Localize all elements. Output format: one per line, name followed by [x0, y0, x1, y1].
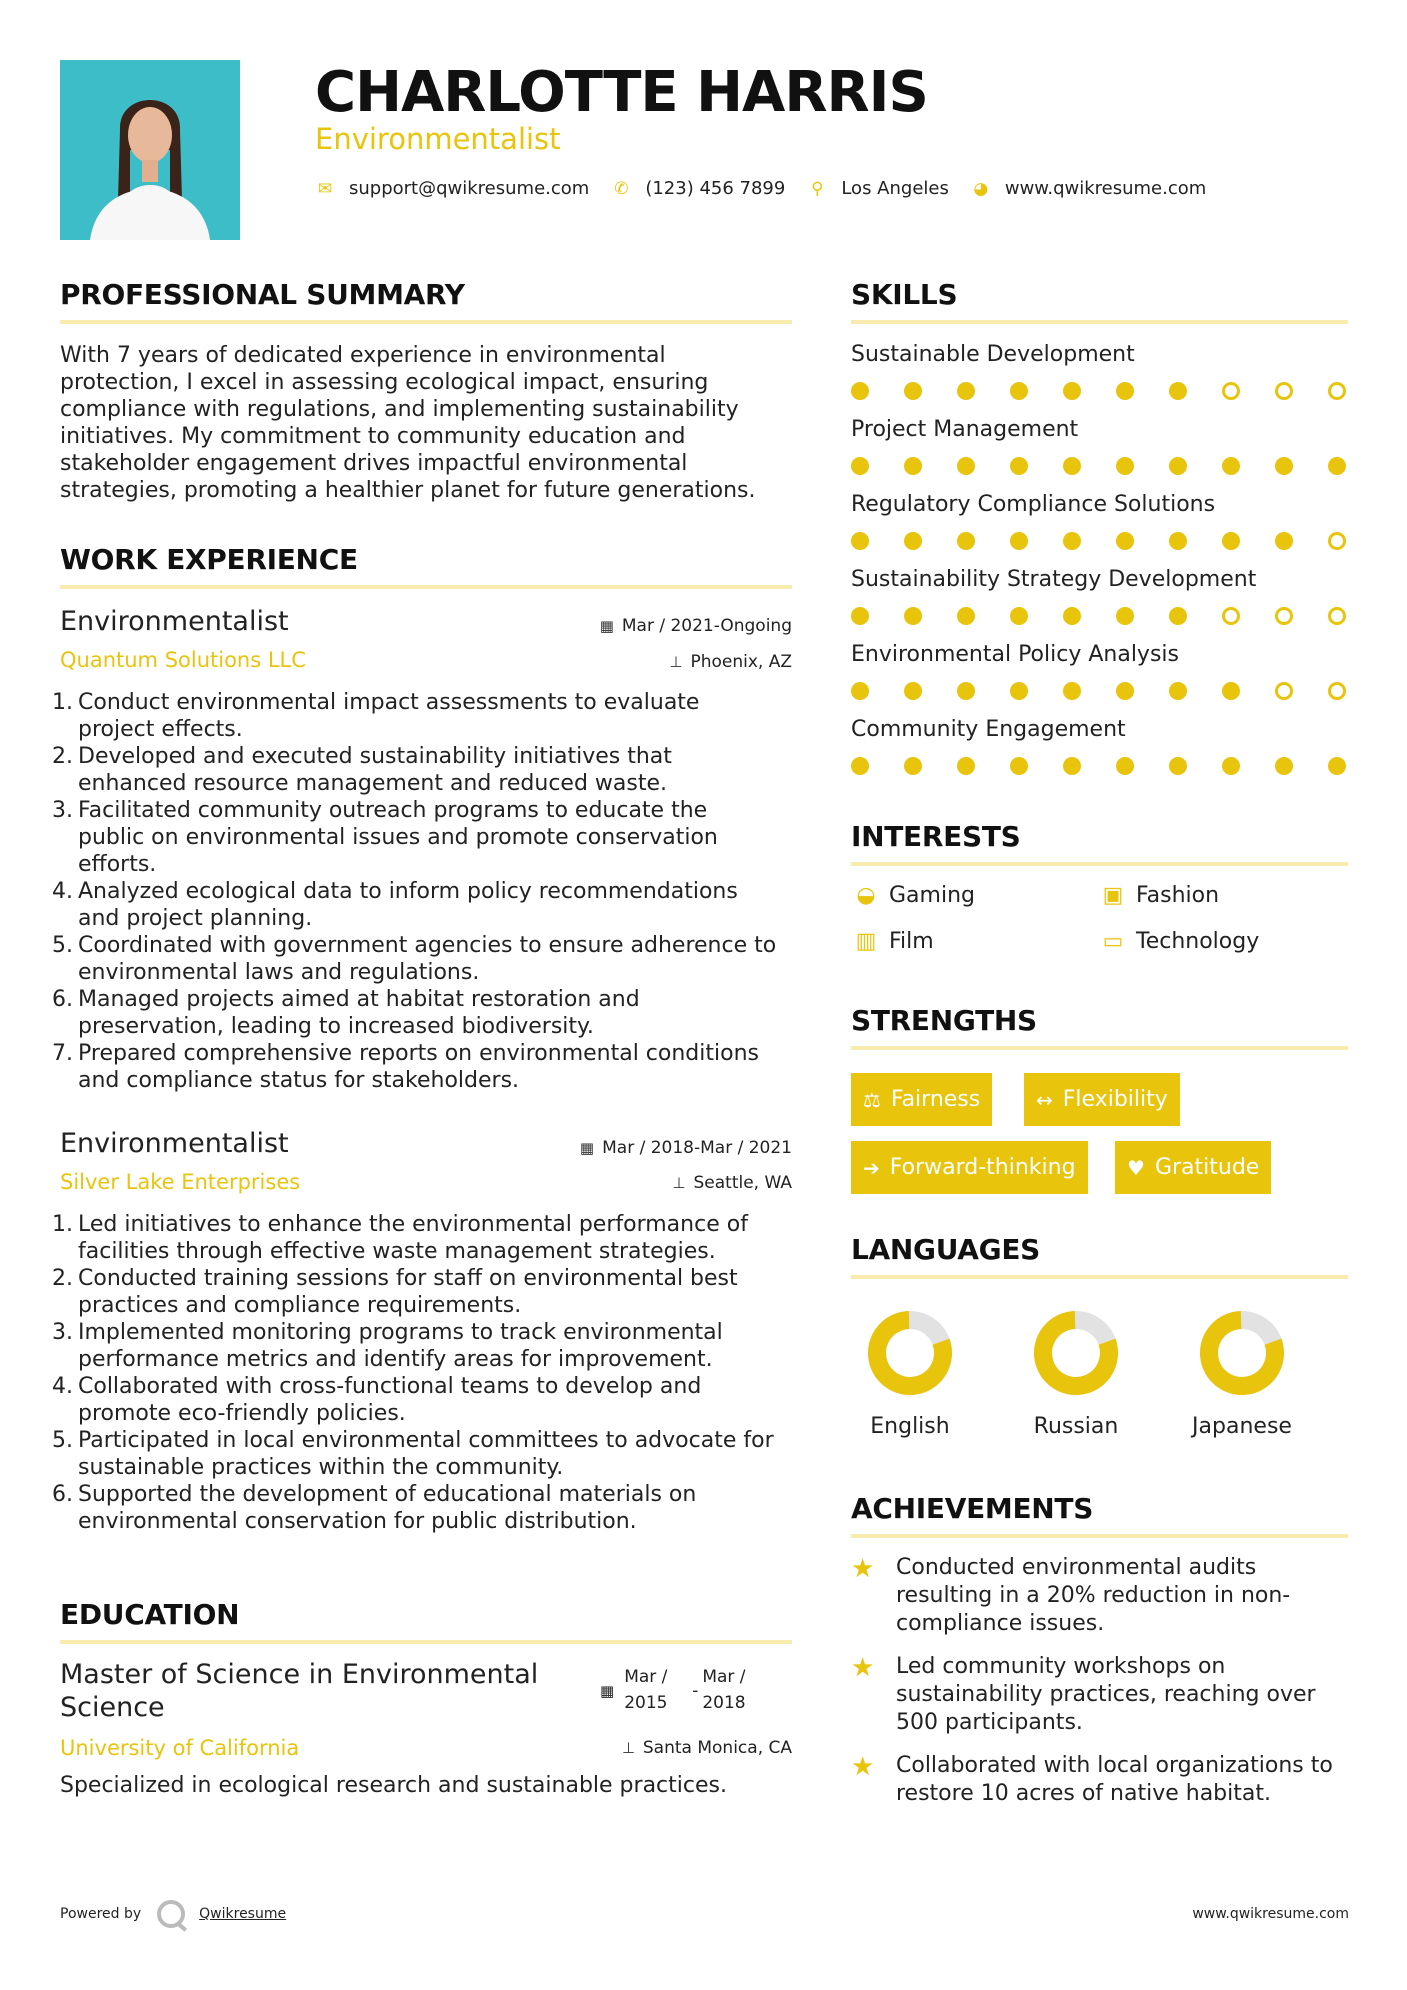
skill-rating — [851, 382, 1348, 402]
job-dates: ▦ Mar / 2018-Mar / 2021 — [579, 1138, 792, 1158]
skill-rating — [851, 682, 1348, 702]
strength-badge: ➔ Forward-thinking — [851, 1141, 1088, 1194]
language-proficiency-ring — [1031, 1308, 1121, 1398]
rating-dot-filled — [1063, 682, 1081, 700]
skill-name: Project Management — [851, 417, 1079, 442]
rating-dot-filled — [1116, 757, 1134, 775]
list-item: 2. Conducted training sessions for staff on environmental best practices and compliance requirements. — [52, 1266, 738, 1318]
rating-dot-filled — [904, 607, 922, 625]
rating-dot-filled — [957, 757, 975, 775]
star-icon: ★ — [851, 1752, 875, 1782]
candidate-name: CHARLOTTE HARRIS — [315, 60, 928, 125]
contact-bar — [315, 178, 1228, 199]
rating-dot-filled — [1010, 382, 1028, 400]
rating-dot-filled — [957, 607, 975, 625]
education-divider — [60, 1640, 792, 1644]
rating-dot-filled — [957, 382, 975, 400]
interest-film: ▥ Film — [851, 929, 934, 954]
rating-dot-empty — [1328, 607, 1346, 625]
rating-dot-filled — [1328, 757, 1346, 775]
skill-rating — [851, 457, 1348, 477]
calendar-icon: ▦ — [600, 1682, 615, 1700]
language-proficiency-ring — [1197, 1308, 1287, 1398]
interest-gaming: ◒ Gaming — [851, 883, 975, 908]
rating-dot-filled — [1010, 607, 1028, 625]
education-heading: EDUCATION — [60, 1598, 240, 1631]
skills-heading: SKILLS — [851, 278, 958, 311]
rating-dot-filled — [851, 382, 869, 400]
star-icon: ★ — [851, 1554, 875, 1584]
footer-url[interactable]: www.qwikresume.com — [1192, 1906, 1349, 1922]
list-item: 3. Implemented monitoring programs to track environmental performance metrics and identify areas for improvement. — [52, 1320, 723, 1372]
strength-badge: ↔ Flexibility — [1024, 1073, 1180, 1126]
strengths-divider — [851, 1046, 1348, 1050]
rating-dot-empty — [1328, 532, 1346, 550]
strength-badge: ♥ Gratitude — [1115, 1141, 1271, 1194]
job-duties-list — [52, 1211, 780, 1535]
interests-divider — [851, 862, 1348, 866]
list-item: 4. Collaborated with cross-functional teams to develop and promote eco-friendly policies. — [52, 1374, 702, 1426]
languages-heading: LANGUAGES — [851, 1233, 1041, 1266]
rating-dot-empty — [1222, 607, 1240, 625]
rating-dot-filled — [1063, 532, 1081, 550]
rating-dot-filled — [1328, 457, 1346, 475]
envelope-icon: ✉ — [317, 178, 333, 199]
achievement-item: ★ Conducted environmental audits resulting in a 20% reduction in non-compliance issues. — [851, 1554, 1291, 1636]
rating-dot-filled — [851, 457, 869, 475]
footer-branding: Powered by Qwikresume — [60, 1900, 286, 1928]
job-title: Environmentalist — [60, 606, 289, 637]
rating-dot-filled — [1063, 757, 1081, 775]
job-location: ⊥ Phoenix, AZ — [669, 652, 792, 672]
job-location: ⊥ Seattle, WA — [672, 1173, 792, 1193]
rating-dot-filled — [1169, 682, 1187, 700]
strength-badge: ⚖ Fairness — [851, 1073, 992, 1126]
pushpin-icon: ⊥ — [621, 1739, 635, 1757]
list-item: 2. Developed and executed sustainability initiatives that enhanced resource management and reduced waste. — [52, 744, 672, 796]
skill-rating — [851, 607, 1348, 627]
list-item: 6. Managed projects aimed at habitat restoration and preservation, leading to increased biodiversity. — [52, 987, 640, 1039]
skills-divider — [851, 320, 1348, 324]
language-label: Russian — [1033, 1414, 1119, 1439]
rating-dot-filled — [957, 532, 975, 550]
arrows-horizontal-icon: ↔ — [1036, 1087, 1053, 1112]
rating-dot-filled — [1010, 682, 1028, 700]
rating-dot-filled — [1222, 757, 1240, 775]
rating-dot-empty — [1328, 382, 1346, 400]
experience-heading: WORK EXPERIENCE — [60, 543, 358, 576]
education-location: ⊥ Santa Monica, CA — [621, 1738, 792, 1758]
language-proficiency-ring — [865, 1308, 955, 1398]
rating-dot-filled — [1116, 682, 1134, 700]
rating-dot-empty — [1275, 382, 1293, 400]
summary-divider — [60, 320, 792, 324]
rating-dot-filled — [851, 532, 869, 550]
strengths-heading: STRENGTHS — [851, 1004, 1037, 1037]
education-description: Specialized in ecological research and sustainable practices. — [60, 1773, 727, 1798]
pushpin-icon: ⊥ — [672, 1174, 686, 1192]
list-item: 7. Prepared comprehensive reports on environmental conditions and compliance status for stakeholders. — [52, 1041, 759, 1093]
gamepad-icon: ◒ — [856, 883, 876, 908]
rating-dot-filled — [851, 682, 869, 700]
skill-name: Environmental Policy Analysis — [851, 642, 1179, 667]
interest-fashion: ▣ Fashion — [1098, 883, 1219, 908]
list-item: 4. Analyzed ecological data to inform policy recommendations and project planning. — [52, 879, 738, 931]
skill-name: Sustainable Development — [851, 342, 1135, 367]
rating-dot-filled — [1010, 532, 1028, 550]
qwikresume-logo-icon — [157, 1900, 185, 1928]
language-label: English — [870, 1414, 950, 1439]
skill-name: Regulatory Compliance Solutions — [851, 492, 1216, 517]
skill-name: Sustainability Strategy Development — [851, 567, 1257, 592]
summary-text: With 7 years of dedicated experience in environmental protection, I excel in assessing ecological impact, ensuring compliance with regulations, and implementing sustainability initiatives. My commitment to community education and stakeholder engagement drives impactful environmental strategies, promoting a healthier planet for future generations. — [60, 343, 756, 503]
interest-technology: ▭ Technology — [1098, 929, 1259, 954]
star-icon: ★ — [851, 1653, 875, 1683]
achievements-divider — [851, 1534, 1348, 1538]
arrow-right-icon: ➔ — [863, 1155, 880, 1180]
map-pin-icon: ⚲ — [811, 178, 824, 199]
candidate-role: Environmentalist — [315, 122, 561, 156]
rating-dot-filled — [904, 682, 922, 700]
job-duties-list — [52, 689, 780, 1094]
interests-heading: INTERESTS — [851, 820, 1021, 853]
rating-dot-filled — [1063, 457, 1081, 475]
rating-dot-filled — [1116, 382, 1134, 400]
summary-heading: PROFESSIONAL SUMMARY — [60, 278, 465, 311]
contact-location: ⚲ Los Angeles — [807, 178, 949, 199]
laptop-icon: ▭ — [1102, 929, 1124, 954]
rating-dot-filled — [1275, 457, 1293, 475]
list-item: 5. Coordinated with government agencies to ensure adherence to environmental laws and regulations. — [52, 933, 777, 985]
rating-dot-empty — [1222, 382, 1240, 400]
rating-dot-filled — [851, 607, 869, 625]
phone-icon: ✆ — [614, 178, 629, 199]
rating-dot-filled — [1116, 607, 1134, 625]
rating-dot-filled — [904, 382, 922, 400]
rating-dot-empty — [1275, 607, 1293, 625]
rating-dot-filled — [851, 757, 869, 775]
rating-dot-filled — [904, 457, 922, 475]
skill-rating — [851, 532, 1348, 552]
school-name: University of California — [60, 1736, 300, 1760]
brand-link[interactable]: Qwikresume — [199, 1906, 287, 1922]
rating-dot-filled — [904, 757, 922, 775]
rating-dot-filled — [1169, 757, 1187, 775]
rating-dot-filled — [957, 682, 975, 700]
degree-title: Master of Science in Environmental Science — [60, 1659, 539, 1723]
skill-name: Community Engagement — [851, 717, 1126, 742]
list-item: 1. Led initiatives to enhance the environmental performance of facilities through effective waste management strategies. — [52, 1212, 748, 1264]
rating-dot-filled — [1169, 382, 1187, 400]
rating-dot-filled — [1063, 607, 1081, 625]
rating-dot-filled — [1116, 457, 1134, 475]
list-item: 3. Facilitated community outreach programs to educate the public on environmental issues and promote conservation efforts. — [52, 798, 718, 877]
list-item: 5. Participated in local environmental committees to advocate for sustainable practices within the community. — [52, 1428, 774, 1480]
achievement-item: ★ Collaborated with local organizations to restore 10 acres of native habitat. — [851, 1752, 1333, 1806]
languages-divider — [851, 1275, 1348, 1279]
rating-dot-filled — [1222, 457, 1240, 475]
contact-phone[interactable]: ✆ (123) 456 7899 — [611, 178, 785, 199]
shopping-bag-icon: ▣ — [1102, 883, 1124, 908]
globe-icon: ◕ — [973, 178, 989, 199]
calendar-icon: ▦ — [599, 617, 614, 635]
calendar-icon: ▦ — [579, 1139, 595, 1157]
rating-dot-filled — [1169, 532, 1187, 550]
rating-dot-empty — [1328, 682, 1346, 700]
job-dates: ▦ Mar / 2021-Ongoing — [599, 616, 792, 636]
heart-icon: ♥ — [1127, 1155, 1145, 1180]
contact-website[interactable]: ◕ www.qwikresume.com — [971, 178, 1206, 199]
rating-dot-filled — [1169, 457, 1187, 475]
education-dates: ▦ Mar / 2015 - Mar / 2018 — [600, 1664, 764, 1716]
achievements-heading: ACHIEVEMENTS — [851, 1492, 1094, 1525]
job-company: Silver Lake Enterprises — [60, 1170, 301, 1194]
rating-dot-filled — [1010, 757, 1028, 775]
person-avatar-icon — [60, 60, 240, 240]
rating-dot-filled — [1275, 532, 1293, 550]
skill-rating — [851, 757, 1348, 777]
job-company: Quantum Solutions LLC — [60, 648, 306, 672]
contact-email[interactable]: ✉ support@qwikresume.com — [315, 178, 589, 199]
film-icon: ▥ — [855, 929, 877, 954]
rating-dot-filled — [1275, 757, 1293, 775]
rating-dot-filled — [1063, 382, 1081, 400]
rating-dot-filled — [1169, 607, 1187, 625]
achievement-item: ★ Led community workshops on sustainability practices, reaching over 500 participants. — [851, 1653, 1316, 1735]
rating-dot-empty — [1275, 682, 1293, 700]
list-item: 6. Supported the development of educational materials on environmental conservation for public distribution. — [52, 1482, 697, 1534]
rating-dot-filled — [957, 457, 975, 475]
profile-photo — [60, 60, 240, 240]
list-item: 1. Conduct environmental impact assessments to evaluate project effects. — [52, 690, 700, 742]
pushpin-icon: ⊥ — [669, 653, 683, 671]
experience-divider — [60, 585, 792, 589]
rating-dot-filled — [1116, 532, 1134, 550]
job-title: Environmentalist — [60, 1128, 289, 1159]
language-label: Japanese — [1192, 1414, 1292, 1439]
rating-dot-filled — [1010, 457, 1028, 475]
rating-dot-filled — [904, 532, 922, 550]
rating-dot-filled — [1222, 532, 1240, 550]
balance-scale-icon: ⚖ — [863, 1087, 881, 1112]
rating-dot-filled — [1222, 682, 1240, 700]
